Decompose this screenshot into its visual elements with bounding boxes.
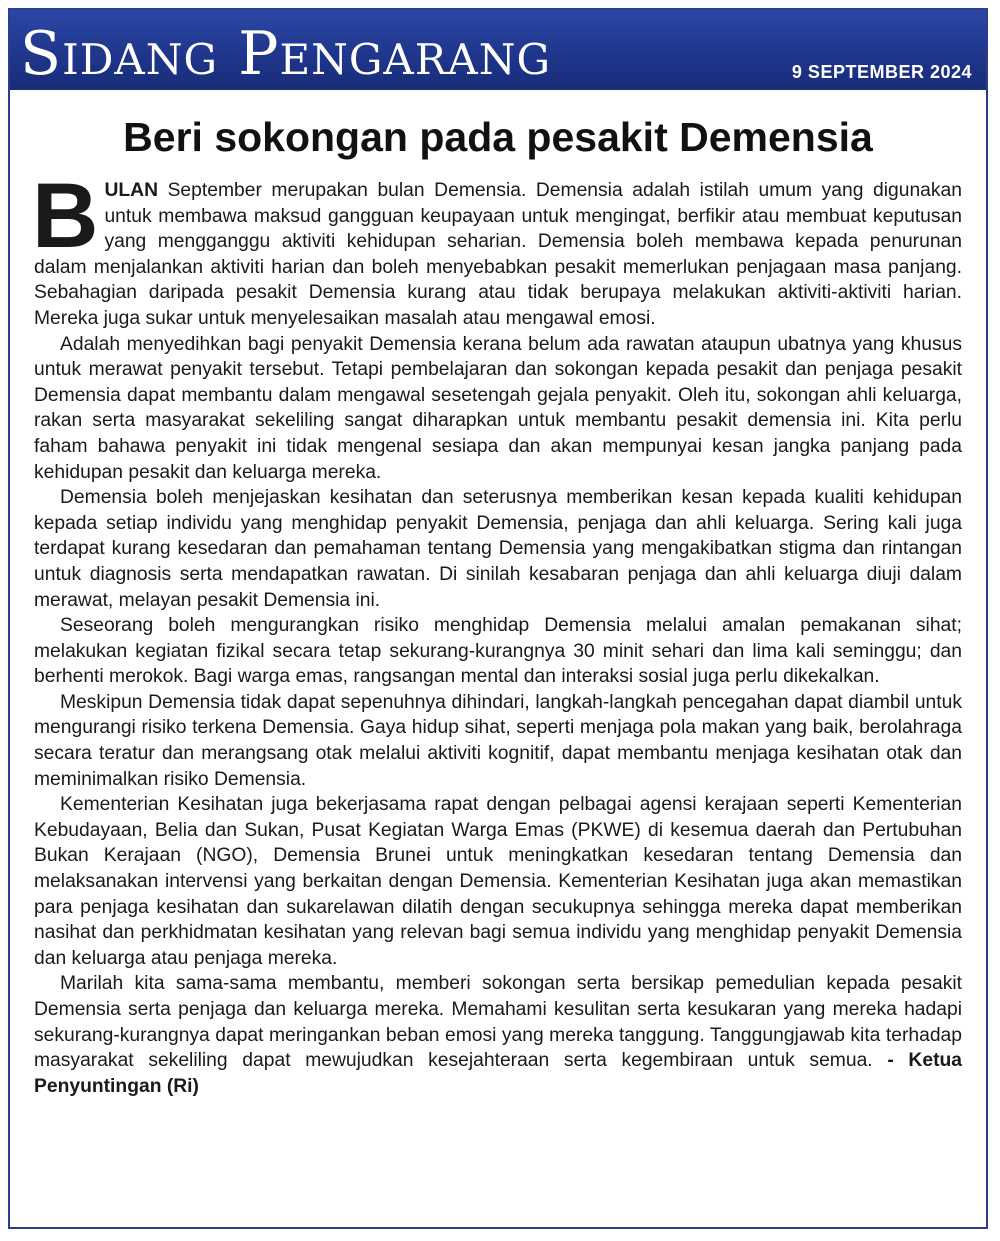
author-signoff: - Ketua Penyuntingan (Ri) — [34, 1050, 962, 1097]
masthead-title: Sidang Pengarang — [20, 19, 551, 89]
article-paragraph — [34, 971, 962, 1099]
editorial-frame — [8, 8, 988, 1229]
article-paragraph: Kementerian Kesihatan juga bekerjasama rapat dengan pelbagai agensi kerajaan seperti Kementerian Kebudayaan, Belia dan Sukan, Pusat Kegiatan Warga Emas (PKWE) di kesemua daerah dan Pertubuhan Bukan Kerajaan (NGO), Demensia Brunei untuk meningkatkan kesedaran tentang Demensia dan melaksanakan intervensi yang berkaitan dengan Demensia. Kementerian Kesihatan juga akan memastikan para penjaga kesihatan dan sukarelawan dilatih dengan secukupnya sehingga mereka dapat memberikan nasihat dan perkhidmatan kesihatan yang relevan bagi semua individu yang menghidap penyakit Demensia dan keluarga atau penjaga mereka. — [34, 794, 962, 969]
paragraph-text: September merupakan bulan Demensia. Demensia adalah istilah umum yang digunakan untuk membawa maksud gangguan keupayaan untuk mengingat, berfikir atau membuat keputusan yang mengganggu aktiviti kehidupan seharian. Demensia boleh membawa kepada penurunan dalam menjalankan aktiviti harian dan boleh menyebabkan pesakit memerlukan penjagaan masa panjang. Sebahagian daripada pesakit Demensia kurang atau tidak berupaya melakukan aktiviti-aktiviti harian. Mereka juga sukar untuk menyelesaikan masalah atau mengawal emosi. — [34, 180, 962, 329]
publication-date: 9 SEPTEMBER 2024 — [791, 62, 972, 82]
masthead-banner — [10, 10, 986, 90]
article-paragraph: Meskipun Demensia tidak dapat sepenuhnya dihindari, langkah-langkah pencegahan dapat diambil untuk mengurangi risiko terkena Demensia. Gaya hidup sihat, seperti menjaga pola makan yang baik, berolahraga secara teratur dan merangsang otak melalui aktiviti kognitif, dapat membantu menjaga kesihatan otak dan meminimalkan risiko Demensia. — [34, 691, 962, 790]
article-paragraph: Adalah menyedihkan bagi penyakit Demensia kerana belum ada rawatan ataupun ubatnya yang khusus untuk merawat penyakit tersebut. Tetapi pembelajaran dan sokongan kepada pesakit dan penjaga pesakit Demensia dapat membantu dalam mengawal sesetengah gejala penyakit. Oleh itu, sokongan ahli keluarga, rakan serta masyarakat sekeliling sangat diharapkan untuk membantu pesakit demensia ini. Kita perlu faham bahawa penyakit ini tidak mengenal sesiapa dan akan mempunyai kesan jangka panjang pada kehidupan pesakit dan keluarga mereka. — [34, 333, 962, 483]
drop-cap: B — [32, 165, 99, 267]
article-headline: Beri sokongan pada pesakit Demensia — [123, 114, 873, 160]
article-paragraph: Seseorang boleh mengurangkan risiko menghidap Demensia melalui amalan pemakanan sihat; melakukan kegiatan fizikal secara tetap sekurang-kurangnya 30 minit sehari dan lima kali seminggu; dan berhenti merokok. Bagi warga emas, rangsangan mental dan interaksi sosial juga perlu dikekalkan. — [34, 615, 962, 688]
article-paragraph: Demensia boleh menjejaskan kesihatan dan seterusnya memberikan kesan kepada kualiti kehidupan kepada setiap individu yang menghidap penyakit Demensia, penjaga dan ahli keluarga. Sering kali juga terdapat kurang kesedaran dan pemahaman tentang Demensia yang mengakibatkan stigma dan rintangan untuk diagnosis serta mendapatkan rawatan. Di sinilah kesabaran penjaga dan ahli keluarga diuji dalam merawat, melayan pesakit Demensia ini. — [34, 487, 962, 611]
article-paragraph — [32, 165, 962, 332]
paragraph-text: Marilah kita sama-sama membantu, memberi sokongan serta bersikap pemedulian kepada pesakit Demensia serta penjaga dan keluarga mereka. Memahami kesulitan serta kesukaran yang mereka hadapi sekurang-kurangnya dapat meringankan beban emosi yang mereka tanggung. Tanggungjawab kita terhadap masyarakat sekeliling dapat mewujudkan kesejahteraan serta kegembiraan untuk semua. — [34, 973, 962, 1072]
article-body — [32, 165, 962, 1099]
lead-word: ULAN — [104, 180, 159, 201]
